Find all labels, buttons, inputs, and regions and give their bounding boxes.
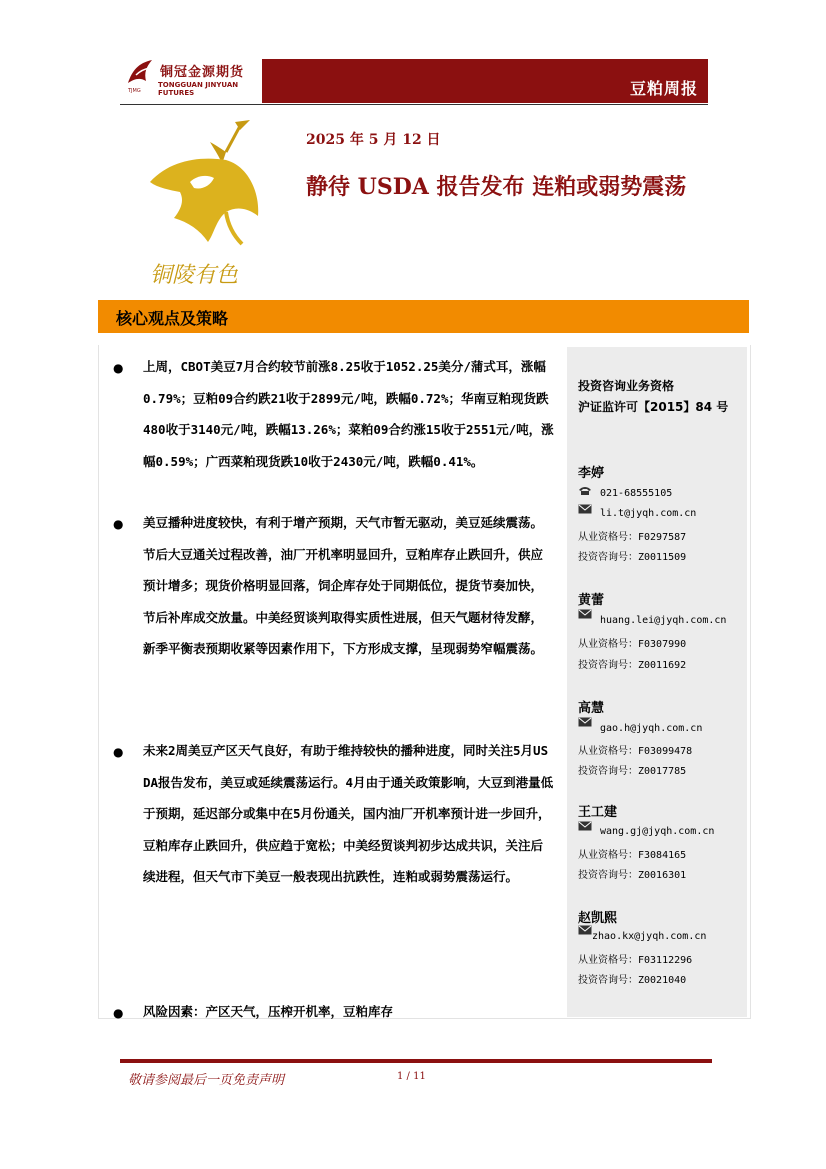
email-icon bbox=[578, 504, 592, 514]
email-icon bbox=[578, 717, 592, 727]
analyst-practice-no: 从业资格号：F03099478 bbox=[578, 746, 693, 757]
bullet-paragraph-4: 风险因素：产区天气，压榨开机率，豆粕库存 bbox=[143, 1004, 394, 1019]
logo-abbr: TJMG bbox=[128, 88, 141, 94]
analyst-practice-no: 从业资格号：F0307990 bbox=[578, 639, 687, 650]
analyst-name: 黄蕾 bbox=[578, 593, 605, 608]
analyst-practice-no: 从业资格号：F03112296 bbox=[578, 955, 693, 966]
page-number: 1 / 11 bbox=[397, 1071, 426, 1082]
analyst-consult-no: 投资咨询号：Z0021040 bbox=[578, 975, 687, 986]
emblem-calligraphy: 铜陵有色 bbox=[150, 263, 239, 288]
logo-mark-icon bbox=[124, 57, 158, 87]
section-band bbox=[98, 300, 749, 333]
analyst-practice-no: 从业资格号：F3084165 bbox=[578, 850, 687, 861]
footer-divider bbox=[120, 1059, 712, 1063]
bullet-icon: ● bbox=[113, 745, 124, 759]
bullet-paragraph-3: 未来2周美豆产区天气良好，有助于维持较快的播种进度，同时关注5月USDA报告发布，美豆或延续震荡运行。4月由于通关政策影响，大豆到港量低于预期，延迟部分或集中在5月份通关，国内油厂开机率预计进一步回升，豆粕库存止跌回升，供应趋于宽松；中美经贸谈判初步达成共识，关注后续进程，但天气市下美豆一般表现出抗跌性，连粕或弱势震荡运行。 bbox=[143, 743, 554, 884]
emblem-image bbox=[130, 112, 280, 292]
bullet-paragraph-1: 上周，CBOT美豆7月合约较节前涨8.25收于1052.25美分/蒲式耳，涨幅0.79%；豆粕09合约跌21收于2899元/吨，跌幅0.72%；华南豆粕现货跌480收于3140元/吨，跌幅13.26%；菜粕09合约涨15收于2551元/吨，涨幅0.59%；广西菜粕现货跌10收于2430元/吨，跌幅0.41%。 bbox=[143, 359, 554, 469]
license-line-2: 沪证监许可【2015】84 号 bbox=[578, 400, 729, 414]
logo-company-cn: 铜冠金源期货 bbox=[160, 65, 245, 80]
phone-icon bbox=[578, 486, 592, 496]
analyst-email[interactable]: wang.gj@jyqh.com.cn bbox=[600, 826, 715, 837]
analyst-phone: 021-68555105 bbox=[600, 488, 673, 499]
analyst-email[interactable]: zhao.kx@jyqh.com.cn bbox=[592, 931, 707, 942]
bullet-icon: ● bbox=[113, 361, 124, 375]
analyst-consult-no: 投资咨询号：Z0016301 bbox=[578, 870, 687, 881]
analyst-sidebar bbox=[567, 347, 747, 1017]
analyst-name: 李婷 bbox=[578, 466, 605, 481]
license-line-1: 投资咨询业务资格 bbox=[578, 379, 675, 393]
email-icon bbox=[578, 821, 592, 831]
report-date: 2025 年 5 月 12 日 bbox=[306, 132, 441, 148]
emblem-icon bbox=[130, 112, 280, 292]
email-icon bbox=[578, 609, 592, 619]
footer-disclaimer: 敬请参阅最后一页免责声明 bbox=[128, 1073, 285, 1088]
analyst-consult-no: 投资咨询号：Z0011692 bbox=[578, 660, 687, 671]
company-logo bbox=[120, 55, 262, 97]
report-type-label: 豆粕周报 bbox=[629, 79, 698, 98]
analyst-practice-no: 从业资格号：F0297587 bbox=[578, 532, 687, 543]
report-title: 静待 USDA 报告发布 连粕或弱势震荡 bbox=[306, 174, 687, 200]
header-bar bbox=[262, 59, 708, 103]
section-title: 核心观点及策略 bbox=[116, 309, 229, 328]
analyst-consult-no: 投资咨询号：Z0011509 bbox=[578, 552, 687, 563]
header-divider bbox=[120, 104, 708, 105]
analyst-email[interactable]: li.t@jyqh.com.cn bbox=[600, 508, 697, 519]
analyst-name: 王工建 bbox=[578, 805, 618, 820]
analyst-name: 赵凯熙 bbox=[578, 911, 618, 926]
email-icon bbox=[578, 925, 592, 935]
logo-company-en: TONGGUAN JINYUAN FUTURES bbox=[158, 81, 239, 97]
analyst-email[interactable]: huang.lei@jyqh.com.cn bbox=[600, 615, 727, 626]
analyst-name: 高慧 bbox=[578, 701, 605, 716]
analyst-email[interactable]: gao.h@jyqh.com.cn bbox=[600, 723, 703, 734]
bullet-paragraph-2: 美豆播种进度较快，有利于增产预期，天气市暂无驱动，美豆延续震荡。节后大豆通关过程改善，油厂开机率明显回升，豆粕库存止跌回升，供应预计增多；现货价格明显回落，饲企库存处于同期低位，提货节奏加快，节后补库成交放量。中美经贸谈判取得实质性进展，但天气题材待发酵，新季平衡表预期收紧等因素作用下，下方形成支撑，呈现弱势窄幅震荡。 bbox=[143, 515, 544, 656]
bullet-icon: ● bbox=[113, 1006, 124, 1020]
bullet-icon: ● bbox=[113, 517, 124, 531]
analyst-consult-no: 投资咨询号：Z0017785 bbox=[578, 766, 687, 777]
